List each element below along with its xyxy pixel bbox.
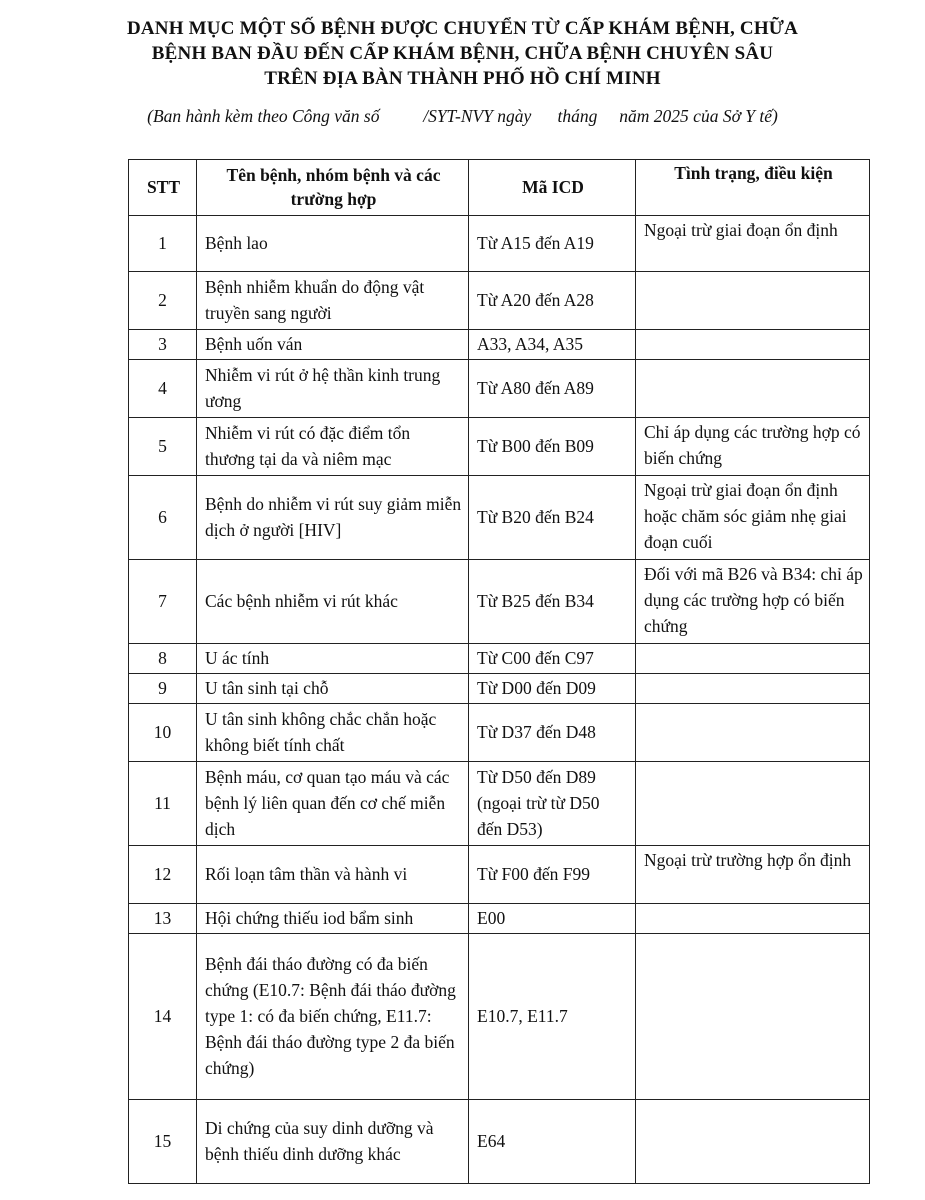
table-row (129, 762, 870, 846)
table-row (129, 704, 870, 762)
row-condition: Đối với mã B26 và B34: chỉ áp dụng các trường hợp có biến chứng (636, 560, 870, 644)
table-row (129, 272, 870, 330)
title-line-3: TRÊN ĐỊA BÀN THÀNH PHỐ HỒ CHÍ MINH (264, 68, 661, 89)
table-row (129, 560, 870, 644)
row-icd-code: Từ D50 đến D89 (ngoại trừ từ D50 đến D53) (469, 762, 636, 846)
row-condition (636, 934, 870, 1100)
row-icd-code: Từ A15 đến A19 (469, 216, 636, 272)
row-icd-code: Từ B25 đến B34 (469, 560, 636, 644)
disease-table (128, 159, 870, 1184)
table-row (129, 934, 870, 1100)
table-row (129, 360, 870, 418)
table-row (129, 418, 870, 476)
header-icd: Mã ICD (469, 160, 636, 216)
title-line-1: DANH MỤC MỘT SỐ BỆNH ĐƯỢC CHUYỂN TỪ CẤP KHÁM BỆNH, CHỮA (126, 18, 799, 39)
row-disease-name: Nhiễm vi rút ở hệ thần kinh trung ương (197, 360, 469, 418)
row-condition (636, 904, 870, 934)
row-condition: Chỉ áp dụng các trường hợp có biến chứng (636, 418, 870, 476)
row-icd-code: E10.7, E11.7 (469, 934, 636, 1100)
row-condition: Ngoại trừ giai đoạn ổn định hoặc chăm sóc giảm nhẹ giai đoạn cuối (636, 476, 870, 560)
row-condition (636, 762, 870, 846)
row-icd-code: Từ A80 đến A89 (469, 360, 636, 418)
row-condition: Ngoại trừ giai đoạn ổn định (636, 216, 870, 272)
table-row (129, 330, 870, 360)
table-row (129, 1100, 870, 1184)
row-disease-name: Các bệnh nhiễm vi rút khác (197, 560, 469, 644)
row-condition (636, 1100, 870, 1184)
table-row (129, 846, 870, 904)
row-stt: 3 (129, 330, 197, 360)
row-condition (636, 644, 870, 674)
row-condition (636, 272, 870, 330)
row-disease-name: Bệnh lao (197, 216, 469, 272)
row-disease-name: Bệnh do nhiễm vi rút suy giảm miễn dịch ở người [HIV] (197, 476, 469, 560)
row-icd-code: Từ B00 đến B09 (469, 418, 636, 476)
row-icd-code: E64 (469, 1100, 636, 1184)
row-disease-name: Bệnh nhiễm khuẩn do động vật truyền sang người (197, 272, 469, 330)
header-name: Tên bệnh, nhóm bệnh và các trường hợp (197, 160, 469, 216)
row-stt: 8 (129, 644, 197, 674)
header-stt: STT (129, 160, 197, 216)
title-line-2: BỆNH BAN ĐẦU ĐẾN CẤP KHÁM BỆNH, CHỮA BỆNH CHUYÊN SÂU (151, 43, 774, 64)
row-stt: 4 (129, 360, 197, 418)
table-row (129, 904, 870, 934)
row-stt: 12 (129, 846, 197, 904)
row-stt: 14 (129, 934, 197, 1100)
row-condition (636, 674, 870, 704)
row-icd-code: Từ F00 đến F99 (469, 846, 636, 904)
row-condition (636, 330, 870, 360)
table-row (129, 216, 870, 272)
row-icd-code: E00 (469, 904, 636, 934)
header-note: Tình trạng, điều kiện (636, 160, 870, 216)
row-stt: 11 (129, 762, 197, 846)
row-condition: Ngoại trừ trường hợp ổn định (636, 846, 870, 904)
row-stt: 15 (129, 1100, 197, 1184)
row-stt: 1 (129, 216, 197, 272)
row-disease-name: Nhiễm vi rút có đặc điểm tổn thương tại da và niêm mạc (197, 418, 469, 476)
row-icd-code: A33, A34, A35 (469, 330, 636, 360)
row-stt: 9 (129, 674, 197, 704)
row-disease-name: Bệnh đái tháo đường có đa biến chứng (E10.7: Bệnh đái tháo đường type 1: có đa biến chứng, E11.7: Bệnh đái tháo đường type 2 đa biến chứng) (197, 934, 469, 1100)
row-icd-code: Từ D00 đến D09 (469, 674, 636, 704)
row-disease-name: U ác tính (197, 644, 469, 674)
document-title (60, 16, 865, 91)
row-stt: 5 (129, 418, 197, 476)
row-disease-name: Bệnh máu, cơ quan tạo máu và các bệnh lý liên quan đến cơ chế miễn dịch (197, 762, 469, 846)
row-disease-name: Rối loạn tâm thần và hành vi (197, 846, 469, 904)
row-stt: 6 (129, 476, 197, 560)
document-subtitle: (Ban hành kèm theo Công văn số /SYT-NVY ngày tháng năm 2025 của Sở Y tế) (147, 106, 778, 126)
row-icd-code: Từ C00 đến C97 (469, 644, 636, 674)
table-row (129, 476, 870, 560)
row-icd-code: Từ B20 đến B24 (469, 476, 636, 560)
row-disease-name: U tân sinh không chắc chắn hoặc không biết tính chất (197, 704, 469, 762)
table-row (129, 644, 870, 674)
row-disease-name: U tân sinh tại chỗ (197, 674, 469, 704)
row-stt: 13 (129, 904, 197, 934)
row-disease-name: Hội chứng thiếu iod bẩm sinh (197, 904, 469, 934)
row-disease-name: Di chứng của suy dinh dưỡng và bệnh thiếu dinh dưỡng khác (197, 1100, 469, 1184)
row-condition (636, 704, 870, 762)
row-condition (636, 360, 870, 418)
row-icd-code: Từ D37 đến D48 (469, 704, 636, 762)
row-icd-code: Từ A20 đến A28 (469, 272, 636, 330)
table-header-row (129, 160, 870, 216)
table-row (129, 674, 870, 704)
row-stt: 7 (129, 560, 197, 644)
row-stt: 10 (129, 704, 197, 762)
row-disease-name: Bệnh uốn ván (197, 330, 469, 360)
row-stt: 2 (129, 272, 197, 330)
